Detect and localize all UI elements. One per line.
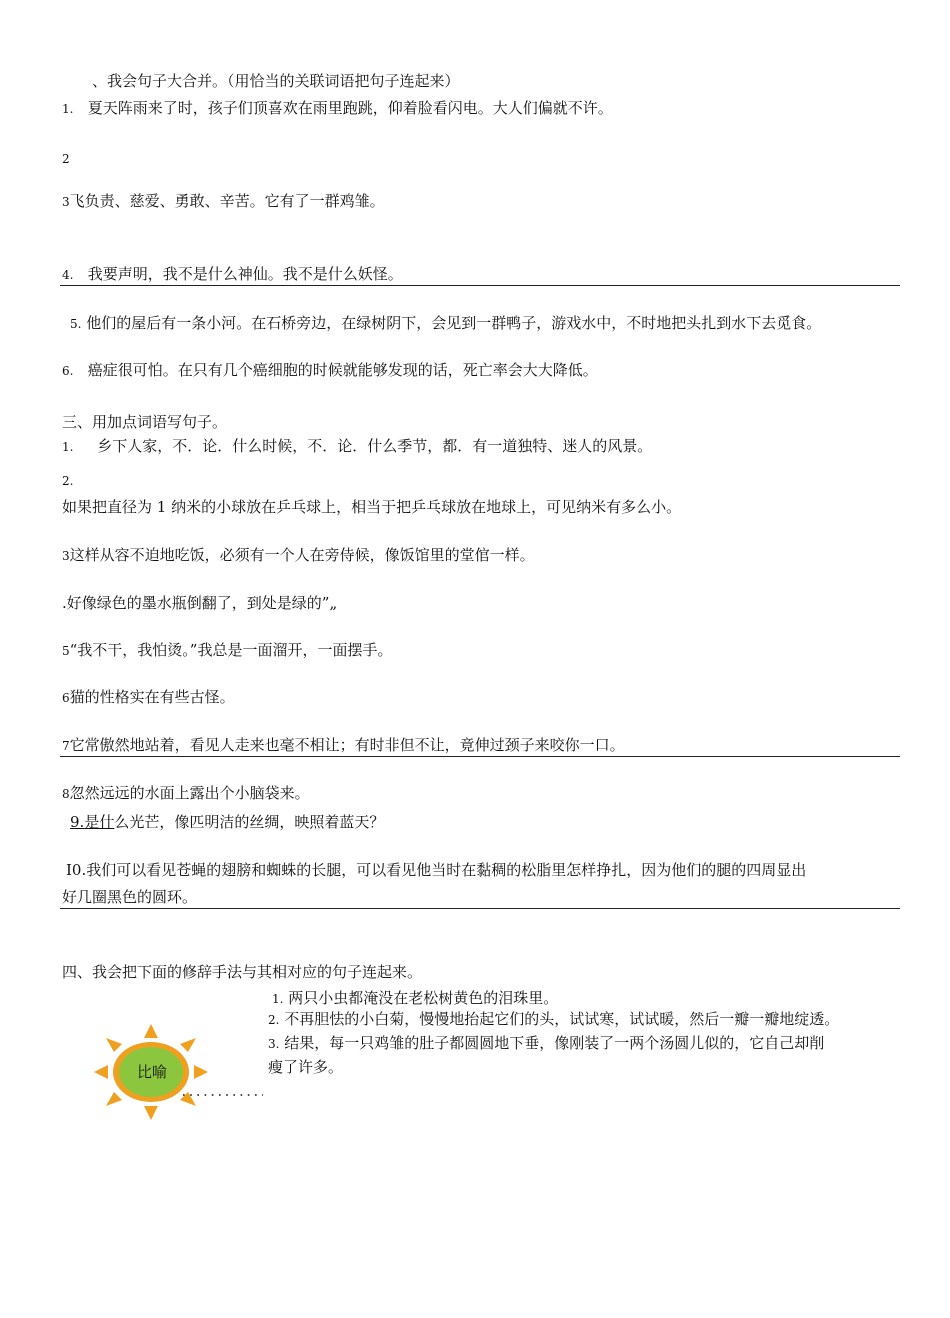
s3-item-7 xyxy=(62,735,625,756)
s3-item-9 xyxy=(70,812,384,832)
s2-item-1 xyxy=(62,98,613,119)
item-number: 2. xyxy=(62,474,74,488)
divider xyxy=(60,908,900,909)
divider xyxy=(60,756,900,757)
item-text: 它常傲然地站着，看见人走来也毫不相让；有时非但不让，竟伸过颈子来咬你一口。 xyxy=(69,736,625,754)
section4-heading: 四、我会把下面的修辞手法与其相对应的句子连起来。 xyxy=(62,963,423,981)
s3-item-10 xyxy=(66,860,806,880)
item-text: 癌症很可怕。在只有几个癌细胞的时候就能够发现的话，死亡率会大大降低。 xyxy=(87,361,598,379)
item-text: 他们的屋后有一条小河。在石桥旁边，在绿树阴下，会见到一群鸭子，游戏水中，不时地把头扎到水下去觅食。 xyxy=(86,314,822,332)
item-number: 6 xyxy=(62,691,70,705)
item-number: 9. xyxy=(70,813,85,831)
s4-item-2 xyxy=(268,1009,839,1030)
item-number: 2. xyxy=(268,1013,280,1027)
item-text: 忽然远远的水面上露出个小脑袋来。 xyxy=(69,784,310,802)
section2-heading: 、我会句子大合并。（用恰当的关联词语把句子连起来） xyxy=(92,72,460,90)
sun-label: 比喻 xyxy=(137,1063,168,1081)
s2-item-2 xyxy=(62,148,70,169)
sun-icon[interactable] xyxy=(92,1022,210,1122)
s2-item-6 xyxy=(62,360,598,381)
s3-item-6 xyxy=(62,687,235,708)
item-number: . xyxy=(62,594,67,612)
item-text: 夏天阵雨来了时，孩子们顶喜欢在雨里跑跳，仰着脸看闪电。大人们偏就不许。 xyxy=(87,99,613,117)
s3-item-2-number xyxy=(62,470,73,491)
section3-heading: 三、用加点词语写句子。 xyxy=(62,413,228,431)
item-number: 2 xyxy=(62,152,70,166)
item-number: 5. xyxy=(70,317,82,331)
item-text: 乡下人家，不．论．什么时候，不．论．什么季节，都．有一道独特、迷人的风景。 xyxy=(97,437,653,455)
item-number: 7 xyxy=(62,739,70,753)
item-number: 8 xyxy=(62,787,70,801)
s3-item-10-cont: 好几圈黑色的圆环。 xyxy=(62,888,198,906)
item-number: 6. xyxy=(62,364,74,378)
dotted-connector xyxy=(183,1092,263,1098)
underlined-text: 是什 xyxy=(84,813,115,831)
item-text: 这样从容不迫地吃饭，必须有一个人在旁侍候，像饭馆里的堂倌一样。 xyxy=(69,546,535,564)
s2-item-5 xyxy=(70,313,821,334)
s4-item-1 xyxy=(272,988,558,1009)
item-number: 1. xyxy=(62,102,74,116)
item-text: 么光芒，像匹明洁的丝绸，映照着蓝天？ xyxy=(114,813,385,831)
s3-item-2-text: 如果把直径为 1 纳米的小球放在乒乓球上，相当于把乒乓球放在地球上，可见纳米有多么小。 xyxy=(62,498,682,516)
item-text: 猫的性格实在有些古怪。 xyxy=(69,688,235,706)
item-text: 不再胆怯的小白菊，慢慢地抬起它们的头，试试寒，试试暖，然后一瓣一瓣地绽透。 xyxy=(284,1010,840,1028)
s3-item-8 xyxy=(62,783,310,804)
item-text: 飞负责、慈爱、勇敢、辛苦。它有了一群鸡雏。 xyxy=(69,192,385,210)
item-number: 4. xyxy=(62,268,74,282)
item-number: 3. xyxy=(268,1037,280,1051)
item-number: 5 xyxy=(62,644,70,658)
item-text: 我要声明，我不是什么神仙。我不是什么妖怪。 xyxy=(87,265,403,283)
s2-item-3 xyxy=(62,191,385,212)
s3-item-1 xyxy=(62,436,652,457)
item-number: I0. xyxy=(66,861,87,879)
item-number: 1. xyxy=(272,992,284,1006)
s3-item-3 xyxy=(62,545,535,566)
item-text: “我不干，我怕烫。”我总是一面溜开，一面摆手。 xyxy=(69,641,393,659)
s4-item-3 xyxy=(268,1033,824,1054)
item-number: 3 xyxy=(62,549,70,563)
s4-item-3-cont: 瘦了许多。 xyxy=(268,1058,344,1076)
s3-item-4 xyxy=(62,593,337,613)
s3-item-5 xyxy=(62,640,392,661)
item-text: 结果，每一只鸡雏的肚子都圆圆地下垂，像刚装了一两个汤圆儿似的，它自己却削 xyxy=(284,1034,825,1052)
item-text: 我们可以看见苍蝇的翅膀和蜘蛛的长腿，可以看见他当时在黏稠的松脂里怎样挣扎，因为他们的腿的四周显出 xyxy=(86,861,807,879)
item-text: 好像绿色的墨水瓶倒翻了，到处是绿的”„ xyxy=(66,594,338,612)
s2-item-4 xyxy=(62,264,403,285)
item-number: 3 xyxy=(62,195,70,209)
divider xyxy=(60,285,900,286)
item-number: 1. xyxy=(62,440,74,454)
item-text: 两只小虫都淹没在老松树黄色的泪珠里。 xyxy=(288,989,559,1007)
